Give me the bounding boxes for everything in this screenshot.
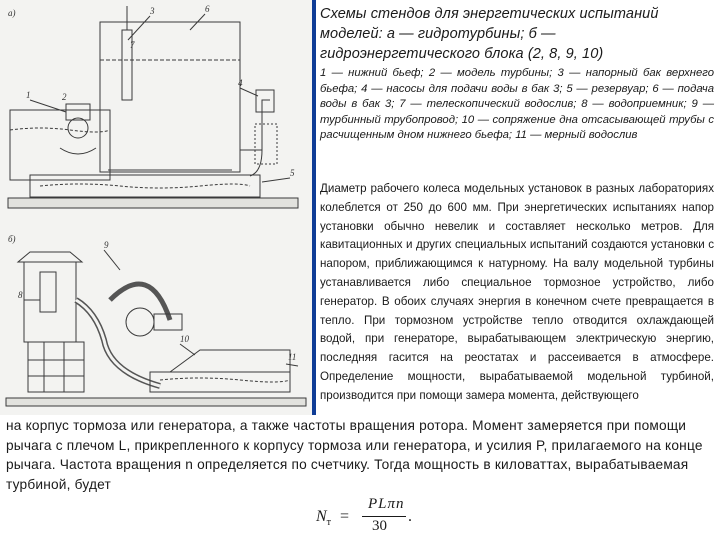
reservoir xyxy=(30,175,260,197)
power-formula xyxy=(312,496,452,538)
bottom-paragraph: на корпус тормоза или генератора, а также частоты вращения ротора. Момент замеряется при помощи рычага с плечом L, прикрепленного к корпусу тормоза или генератора, и усилия P, прилагаемого на конце рычага. Частота вращения n определяется по счетчику. Тогда мощность в киловаттах, вырабатываемая турбиной, будет xyxy=(6,418,703,492)
body-paragraph: Диаметр рабочего колеса модельных установок в разных лабораториях колеблется от 250 до 600 мм. При энергетических испытаниях напор установки обычно невелик и составляет несколько метров. Для кавитационных и других специальных испытаний создаются установки с напором, приближающимся к натурному. На валу модельной турбины устанавливается либо специальное тормозное устройство, либо генератор. В обоих случаях энергия в конечном счете превращается в тепло. При тормозном устройстве тепло отводится охлаждающей водой, при генераторе, вырабатывающем электрическую энергию, последняя гасится на реостатах и рассеивается в атмосфере. Определение мощности, вырабатываемой модельной турбиной, производится при помощи замера момента, действующего xyxy=(320,182,714,402)
foundation-b xyxy=(6,398,306,406)
callout-3: 3 xyxy=(150,6,155,16)
callout-5: 5 xyxy=(290,168,295,178)
generator-unit xyxy=(126,308,154,336)
intake-tower xyxy=(24,262,76,342)
penstock xyxy=(76,300,160,386)
callout-10: 10 xyxy=(180,334,189,344)
callout-7: 7 xyxy=(130,40,135,50)
callout-2: 2 xyxy=(62,92,67,102)
tower-frame xyxy=(28,342,84,392)
figure-caption-title: Схемы стендов для энергетических испытаний моделей: а — гидротурбины; б — гидроэнергетического блока (2, 8, 9, 10) xyxy=(320,6,659,62)
stand-schematics-figure xyxy=(0,0,312,415)
formula-numerator: PLπn xyxy=(368,496,405,512)
intake-roof xyxy=(18,252,82,262)
figure-legend: 1 — нижний бьеф; 2 — модель турбины; 3 — напорный бак верхнего бьефа; 4 — насосы для подачи воды в бак 3; 5 — резервуар; 6 — подача воды в бак 3; 7 — телескопический водослив; 8 — водоприемник; 9 — турбинный трубопровод; 10 — сопряжение дна отсасывающей трубы с расчищенным дном нижнего бьефа; 11 — мерный водослив xyxy=(320,67,714,142)
foundation-slab xyxy=(8,198,298,208)
callout-11: 11 xyxy=(288,352,297,362)
callout-6: 6 xyxy=(205,4,210,14)
fraction-bar xyxy=(362,516,406,517)
formula-lhs xyxy=(316,508,331,528)
text-column xyxy=(318,0,718,415)
turbine-model xyxy=(68,118,88,138)
callout-numbers xyxy=(8,4,296,362)
tailwater-tank xyxy=(10,110,110,180)
callout-9: 9 xyxy=(104,240,109,250)
formula-equals: = xyxy=(340,508,350,525)
formula-symbol: N xyxy=(316,508,327,525)
head-tank xyxy=(100,22,240,172)
callout-8: 8 xyxy=(18,290,23,300)
column-divider xyxy=(312,0,316,415)
callout-4: 4 xyxy=(238,78,243,88)
pump xyxy=(256,90,274,112)
schematic-drawing xyxy=(0,0,312,415)
tailrace-flume xyxy=(150,372,290,392)
panel-b-label: б) xyxy=(8,234,16,244)
formula-denominator: 30 xyxy=(372,518,387,534)
formula-period: . xyxy=(408,508,412,525)
panel-a-label: a) xyxy=(8,8,16,18)
formula-subscript: т xyxy=(326,517,332,529)
callout-1: 1 xyxy=(26,90,31,100)
